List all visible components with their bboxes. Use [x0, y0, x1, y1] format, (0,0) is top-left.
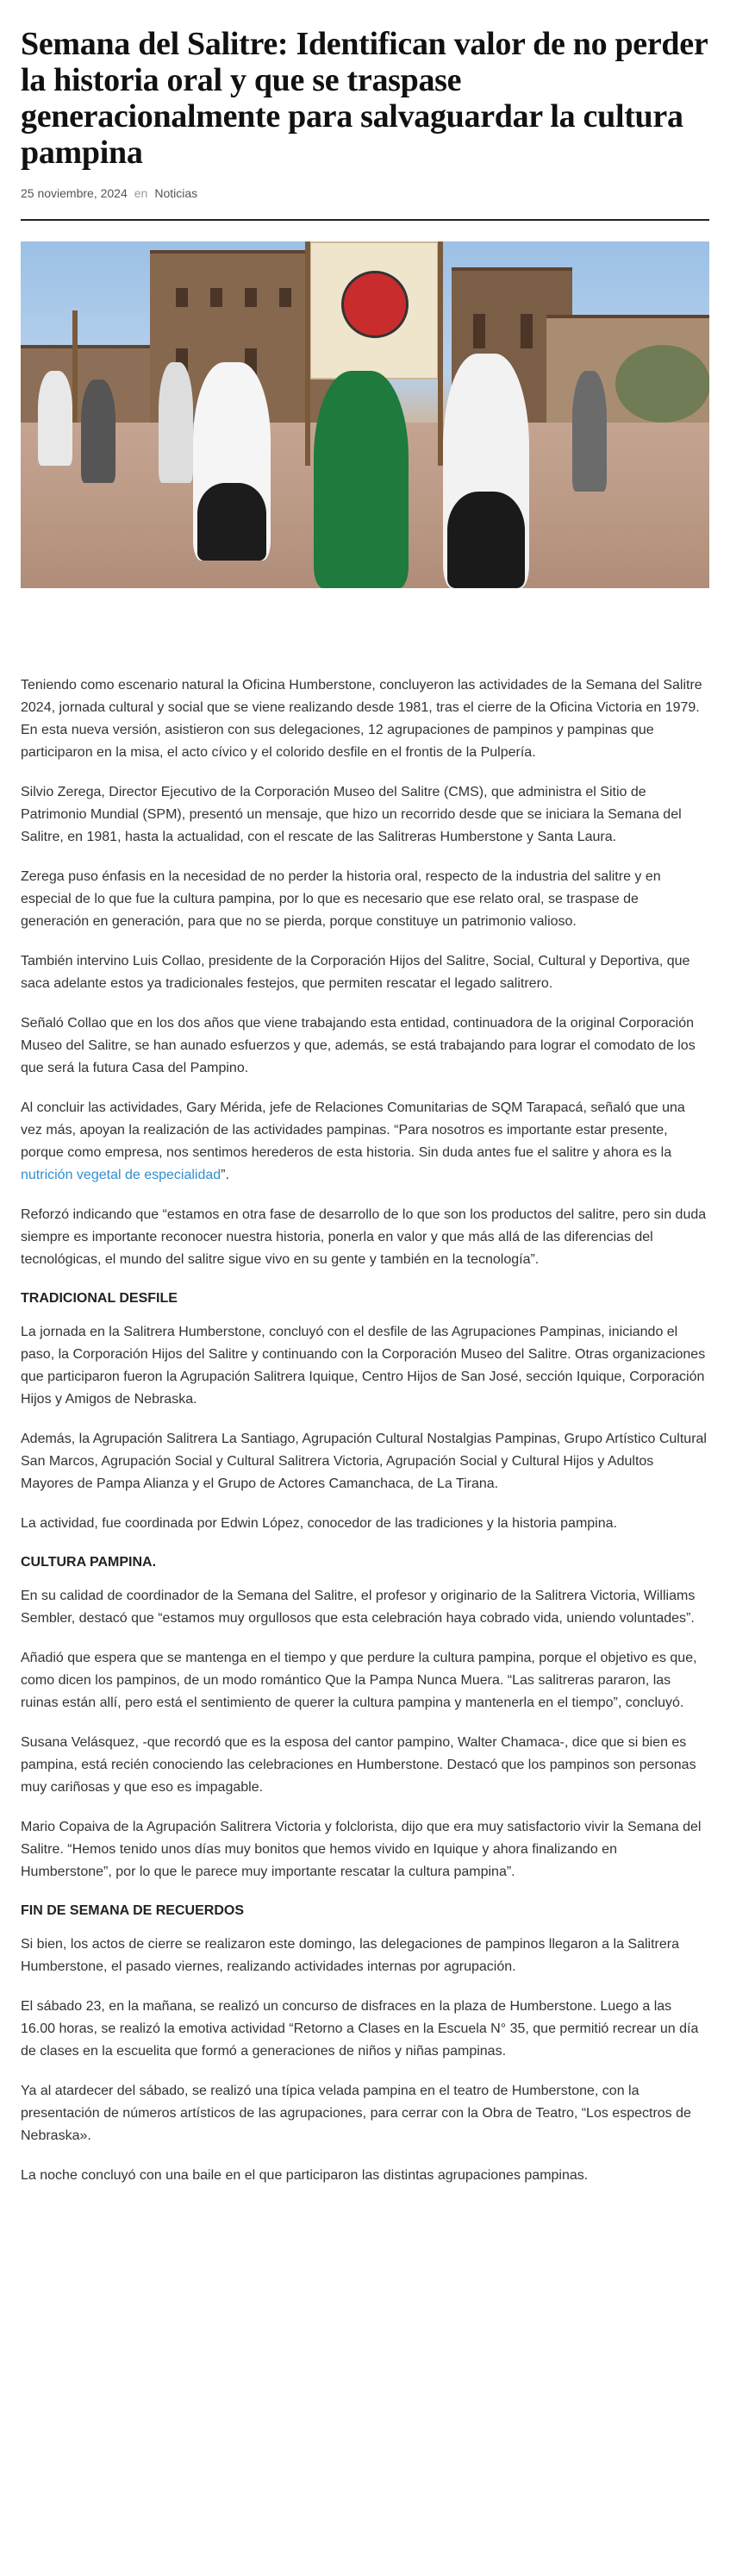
- window-shape: [473, 314, 485, 348]
- paragraph: La jornada en la Salitrera Humberstone, concluyó con el desfile de las Agrupaciones Pampinas, iniciando el paso, la Corporación Hijos del Salitre y continuando con la Corporación Museo del Salitre. Otras organizaciones que participaron fueron la Agrupación Salitrera Iquique, Centro Hijos de San José, sección Iquique, Corporación Hijos y Amigos de Nebraska.: [21, 1325, 706, 1407]
- paragraph: [21, 1097, 709, 1187]
- article-meta: [21, 186, 709, 200]
- person-figure: [38, 371, 72, 466]
- paragraph: La actividad, fue coordinada por Edwin López, conocedor de las tradiciones y la historia pampina.: [21, 1516, 617, 1531]
- paragraph: También intervino Luis Collao, presidente de la Corporación Hijos del Salitre, Social, Cultural y Deportiva, que saca adelante estos ya tradicionales festejos, que permiten rescatar el legado salitrero.: [21, 954, 690, 991]
- paragraph: Si bien, los actos de cierre se realizaron este domingo, las delegaciones de pampinos llegaron a la Salitrera Humberstone, el pasado viernes, realizando actividades internas por agrupación.: [21, 1937, 679, 1974]
- banner-pole-shape: [305, 241, 310, 466]
- category-link[interactable]: Noticias: [154, 186, 198, 200]
- person-figure: [447, 492, 525, 588]
- banner-flag: [309, 241, 439, 379]
- person-figure: [197, 483, 266, 561]
- person-figure: [81, 379, 115, 483]
- window-shape: [279, 288, 291, 307]
- person-figure: [314, 371, 409, 588]
- section-heading: CULTURA PAMPINA.: [21, 1555, 157, 1570]
- paragraph: Añadió que espera que se mantenga en el tiempo y que perdure la cultura pampina, porque el objetivo es que, como dicen los pampinos, de un modo romántico Que la Pampa Nunca Muera. “Las salitreras pararon, las ruinas están allí, pero está el sentimiento de querer la cultura pampina y mantenerla en el tiempo”, concluyó.: [21, 1651, 697, 1710]
- window-shape: [210, 288, 222, 307]
- banner-pole-shape: [438, 241, 443, 466]
- featured-image: [21, 241, 709, 588]
- article-title: Semana del Salitre: Identifican valor de no perder la historia oral y que se traspase generacionalmente para salvaguardar la cultura pampina: [21, 26, 708, 171]
- paragraph: Silvio Zerega, Director Ejecutivo de la Corporación Museo del Salitre (CMS), que administra el Sitio de Patrimonio Mundial (SPM), presentó un mensaje, que hizo un recorrido desde que se iniciara la Semana del Salitre, en 1981, hasta la actualidad, con el rescate de las Salitreras Humberstone y Santa Laura.: [21, 785, 682, 844]
- section-heading: FIN DE SEMANA DE RECUERDOS: [21, 1903, 244, 1918]
- paragraph: El sábado 23, en la mañana, se realizó un concurso de disfraces en la plaza de Humberstone. Luego a las 16.00 horas, se realizó la emotiva actividad “Retorno a Clases en la Escuela N° 35, que permitió recrear un día de clases en la escuelita que formó a generaciones de niños y niñas pampinas.: [21, 1999, 699, 2059]
- title-divider: [21, 219, 709, 221]
- paragraph: Reforzó indicando que “estamos en otra fase de desarrollo de lo que son los productos del salitre, pero sin duda siempre es importante reconocer nuestra historia, ponerla en valor y que más allá de las diferencias del tecnológicas, el mundo del salitre sigue vivo en su gente y también en la tecnología”.: [21, 1207, 707, 1267]
- window-shape: [176, 288, 188, 307]
- category-prefix: en: [134, 186, 148, 200]
- person-figure: [159, 362, 193, 483]
- paragraph: Zerega puso énfasis en la necesidad de no perder la historia oral, respecto de la industria del salitre y en especial de lo que fue la cultura pampina, por lo que es necesario que ese relato oral, se traspase de generación en generación, para que no se pierda, porque constituye un patrimonio valioso.: [21, 869, 661, 929]
- paragraph: Ya al atardecer del sábado, se realizó una típica velada pampina en el teatro de Humberstone, con la presentación de números artísticos de las agrupaciones, para cerrar con la Obra de Teatro, “Los espectros de Nebraska».: [21, 2084, 691, 2143]
- paragraph: Mario Copaiva de la Agrupación Salitrera Victoria y folclorista, dijo que era muy satisfactorio vivir la Semana del Salitre. “Hemos tenido unos días muy bonitos que hemos vivido en Iquique y ahora finalizando en Humberstone”, por lo que le parece muy importante rescatar la cultura pampina”.: [21, 1820, 702, 1879]
- paragraph: Además, la Agrupación Salitrera La Santiago, Agrupación Cultural Nostalgias Pampinas, Grupo Artístico Cultural San Marcos, Agrupación Social y Cultural Salitrera Victoria, Agrupación Social y Cultural Hijos y Adultos Mayores de Pampa Alianza y el Grupo de Actores Camanchaca, de La Tirana.: [21, 1432, 707, 1491]
- banner-seal-icon: [341, 271, 409, 338]
- publish-date: 25 noviembre, 2024: [21, 186, 128, 200]
- paragraph: Teniendo como escenario natural la Oficina Humberstone, concluyeron las actividades de la Semana del Salitre 2024, jornada cultural y social que se viene realizando desde 1981, tras el cierre de la Oficina Victoria en 1979. En esta nueva versión, asistieron con sus delegaciones, 12 agrupaciones de pampinos y pampinas que participaron en la misa, el acto cívico y el colorido desfile en el frontis de la Pulpería.: [21, 678, 702, 760]
- person-figure: [572, 371, 607, 492]
- image-spacer: [21, 588, 709, 674]
- paragraph: En su calidad de coordinador de la Semana del Salitre, el profesor y originario de la Salitrera Victoria, Williams Sembler, destacó que “estamos muy orgullosos que esta celebración haya cobrado vida, uniendo voluntades”.: [21, 1589, 696, 1626]
- inline-link[interactable]: nutrición vegetal de especialidad: [21, 1168, 221, 1182]
- paragraph: La noche concluyó con una baile en el que participaron las distintas agrupaciones pampinas.: [21, 2168, 589, 2183]
- paragraph-text: Al concluir las actividades, Gary Mérida, jefe de Relaciones Comunitarias de SQM Tarapacá, señaló que una vez más, apoyan la realización de las actividades pampinas. “Para nosotros es importante estar presente, porque como empresa, nos sentimos herederos de esta historia. Sin duda antes fue el salitre y ahora es la: [21, 1100, 685, 1160]
- section-heading: TRADICIONAL DESFILE: [21, 1291, 178, 1306]
- article-body: [21, 674, 709, 2187]
- paragraph: Señaló Collao que en los dos años que viene trabajando esta entidad, continuadora de la original Corporación Museo del Salitre, se han aunado esfuerzos y que, además, se está trabajando para lograr el comodato de los que será la futura Casa del Pampino.: [21, 1016, 696, 1075]
- paragraph: Susana Velásquez, -que recordó que es la esposa del cantor pampino, Walter Chamaca-, dice que si bien es pampina, está recién conociendo las celebraciones en Humberstone. Destacó que los pampinos son personas muy cariñosas y que eso es impagable.: [21, 1735, 696, 1795]
- paragraph-text: ”.: [221, 1168, 229, 1182]
- window-shape: [521, 314, 533, 348]
- tree-shape: [615, 345, 709, 423]
- pole-shape: [72, 310, 78, 431]
- window-shape: [245, 288, 257, 307]
